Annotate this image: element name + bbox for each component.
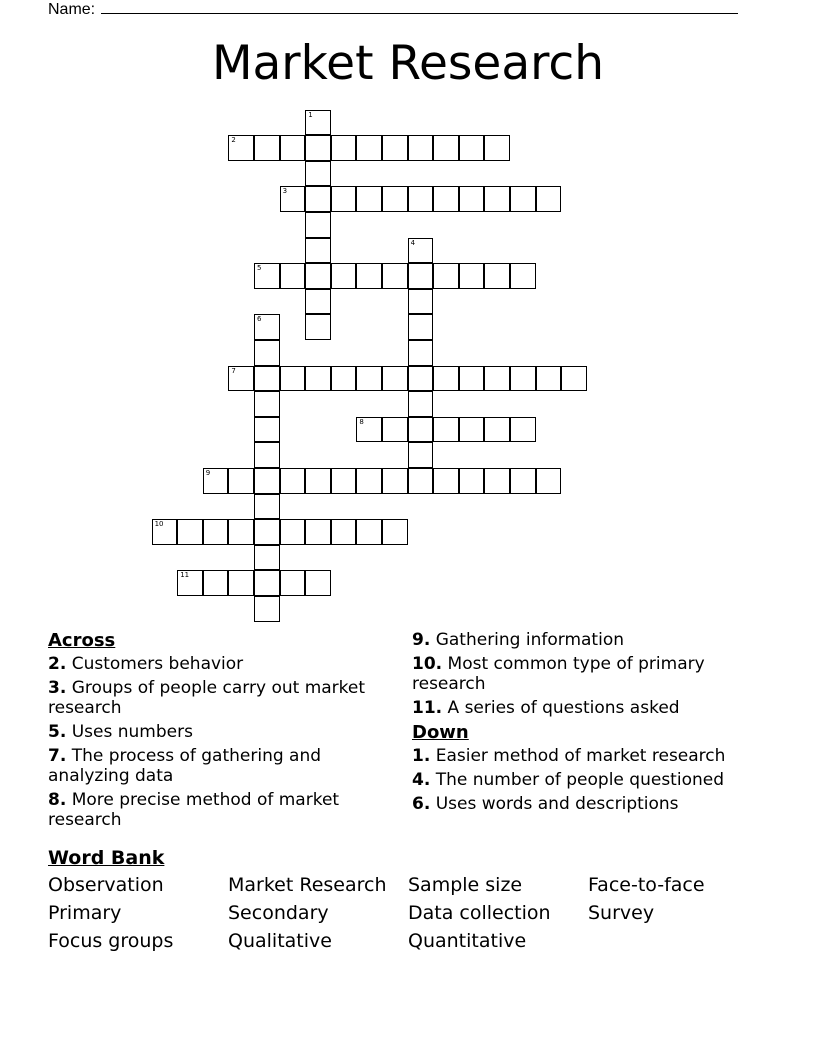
crossword-cell[interactable]: [459, 263, 485, 289]
crossword-cell[interactable]: [305, 135, 331, 161]
crossword-cell[interactable]: [203, 570, 229, 596]
clue-number: 5: [257, 264, 262, 273]
crossword-cell[interactable]: [331, 263, 357, 289]
crossword-cell[interactable]: [305, 263, 331, 289]
crossword-cell[interactable]: [408, 314, 434, 340]
word-bank-title: Word Bank: [48, 847, 165, 869]
crossword-cell[interactable]: [382, 468, 408, 494]
crossword-cell[interactable]: [536, 186, 562, 212]
crossword-cell[interactable]: [510, 417, 536, 443]
crossword-cell[interactable]: [433, 366, 459, 392]
crossword-cell[interactable]: [433, 417, 459, 443]
crossword-cell[interactable]: [484, 135, 510, 161]
crossword-cell[interactable]: [331, 135, 357, 161]
crossword-cell[interactable]: [484, 186, 510, 212]
crossword-cell[interactable]: [254, 545, 280, 571]
word-bank-item: Secondary: [228, 902, 329, 924]
clue-across-2: 2. Customers behavior: [48, 654, 244, 674]
clue-number: 6: [257, 315, 262, 324]
crossword-cell[interactable]: [228, 366, 254, 392]
crossword-cell[interactable]: [459, 186, 485, 212]
crossword-cell[interactable]: [305, 366, 331, 392]
crossword-cell[interactable]: [254, 135, 280, 161]
clue-number: 2: [231, 136, 236, 145]
word-bank-item: Data collection: [408, 902, 551, 924]
crossword-cell[interactable]: [382, 263, 408, 289]
crossword-cell[interactable]: [228, 135, 254, 161]
crossword-cell[interactable]: [305, 212, 331, 238]
clue-across-8: 8. More precise method of market research: [48, 790, 340, 830]
crossword-cell[interactable]: [433, 135, 459, 161]
clue-number: 8: [359, 417, 364, 426]
crossword-cell[interactable]: [203, 519, 229, 545]
clue-across-9: 9. Gathering information: [412, 630, 624, 650]
crossword-cell[interactable]: [152, 519, 178, 545]
crossword-cell[interactable]: [408, 135, 434, 161]
crossword-cell[interactable]: [459, 417, 485, 443]
crossword-cell[interactable]: [510, 468, 536, 494]
crossword-cell[interactable]: [254, 519, 280, 545]
crossword-cell[interactable]: [561, 366, 587, 392]
crossword-cell[interactable]: [305, 468, 331, 494]
crossword-cell[interactable]: [280, 570, 306, 596]
crossword-cell[interactable]: [408, 289, 434, 315]
crossword-cell[interactable]: [536, 468, 562, 494]
crossword-cell[interactable]: [254, 494, 280, 520]
crossword-cell[interactable]: [305, 238, 331, 264]
clue-number: 7: [231, 366, 236, 375]
crossword-cell[interactable]: [356, 186, 382, 212]
crossword-cell[interactable]: [305, 570, 331, 596]
word-bank-item: Market Research: [228, 874, 387, 896]
crossword-cell[interactable]: [331, 366, 357, 392]
clue-across-11: 11. A series of questions asked: [412, 698, 680, 718]
crossword-cell[interactable]: [280, 468, 306, 494]
clue-across-5: 5. Uses numbers: [48, 722, 193, 742]
crossword-cell[interactable]: [331, 519, 357, 545]
crossword-cell[interactable]: [356, 468, 382, 494]
crossword-cell[interactable]: [356, 263, 382, 289]
crossword-cell[interactable]: [305, 186, 331, 212]
clues-right-column: [412, 630, 762, 818]
crossword-cell[interactable]: [305, 314, 331, 340]
crossword-cell[interactable]: [484, 263, 510, 289]
crossword-cell[interactable]: [280, 135, 306, 161]
down-heading: Down: [412, 722, 469, 743]
crossword-cell[interactable]: [280, 263, 306, 289]
crossword-cell[interactable]: [459, 366, 485, 392]
word-bank-item: Quantitative: [408, 930, 527, 952]
crossword-cell[interactable]: [280, 519, 306, 545]
crossword-cell[interactable]: [280, 366, 306, 392]
crossword-cell[interactable]: [305, 289, 331, 315]
clue-across-3: 3. Groups of people carry out market research: [48, 678, 366, 718]
crossword-cell[interactable]: [254, 391, 280, 417]
crossword-cell[interactable]: [382, 135, 408, 161]
crossword-cell[interactable]: [382, 186, 408, 212]
clue-number: 9: [205, 469, 211, 477]
name-label: Name:: [48, 1, 96, 18]
crossword-cell[interactable]: [510, 263, 536, 289]
crossword-cell[interactable]: [228, 519, 254, 545]
word-bank: [48, 874, 778, 952]
word-bank-item: Observation: [48, 874, 164, 896]
crossword-cell[interactable]: [408, 391, 434, 417]
word-bank-item: Primary: [48, 902, 122, 924]
clue-number: 1: [308, 110, 313, 119]
clue-number: 10: [154, 520, 164, 529]
page-title: Market Research: [211, 36, 605, 91]
crossword-cell[interactable]: [408, 186, 434, 212]
crossword-cell[interactable]: [356, 135, 382, 161]
crossword-cell[interactable]: [510, 366, 536, 392]
crossword-cell[interactable]: [254, 468, 280, 494]
clue-down-1: 1. Easier method of market research: [412, 746, 726, 766]
word-bank-item: Sample size: [408, 874, 523, 896]
crossword-cell[interactable]: [356, 519, 382, 545]
crossword-cell[interactable]: [408, 238, 434, 264]
crossword-cell[interactable]: [510, 186, 536, 212]
crossword-cell[interactable]: [484, 468, 510, 494]
crossword-cell[interactable]: [254, 417, 280, 443]
crossword-cell[interactable]: [459, 135, 485, 161]
clue-across-10: 10. Most common type of primary research: [412, 654, 705, 694]
clues-left-column: [48, 630, 373, 834]
crossword-cell[interactable]: [331, 186, 357, 212]
clue-number: 4: [410, 238, 416, 247]
clue-across-7: 7. The process of gathering and analyzing data: [48, 746, 322, 786]
crossword-cell[interactable]: [536, 366, 562, 392]
crossword-cell[interactable]: [356, 417, 382, 443]
crossword-cell[interactable]: [331, 468, 357, 494]
crossword-cell[interactable]: [484, 366, 510, 392]
crossword-cell[interactable]: [305, 519, 331, 545]
crossword-cell[interactable]: [408, 442, 434, 468]
crossword-cell[interactable]: [254, 570, 280, 596]
crossword-cell[interactable]: [177, 519, 203, 545]
word-bank-item: Face-to-face: [588, 874, 705, 896]
clue-number: 11: [180, 571, 190, 580]
crossword-cell[interactable]: [408, 366, 434, 392]
crossword-cell[interactable]: [305, 110, 331, 136]
crossword-cell[interactable]: [254, 366, 280, 392]
crossword-cell[interactable]: [228, 468, 254, 494]
crossword-cell[interactable]: [382, 519, 408, 545]
across-heading: Across: [48, 630, 116, 651]
crossword-cell[interactable]: [459, 468, 485, 494]
crossword-cell[interactable]: [280, 186, 306, 212]
crossword-cell[interactable]: [408, 340, 434, 366]
crossword-cell[interactable]: [203, 468, 229, 494]
crossword-cell[interactable]: [254, 596, 280, 622]
crossword-cell[interactable]: [356, 366, 382, 392]
crossword-cell[interactable]: [408, 417, 434, 443]
crossword-cell[interactable]: [254, 340, 280, 366]
word-bank-item: Qualitative: [228, 930, 332, 952]
clue-number: 3: [282, 187, 288, 196]
clue-down-4: 4. The number of people questioned: [412, 770, 724, 790]
crossword-cell[interactable]: [254, 263, 280, 289]
crossword-cell[interactable]: [484, 417, 510, 443]
crossword-cell[interactable]: [382, 417, 408, 443]
word-bank-item: Survey: [588, 902, 655, 924]
crossword-cell[interactable]: [228, 570, 254, 596]
crossword-cell[interactable]: [408, 263, 434, 289]
crossword-cell[interactable]: [382, 366, 408, 392]
crossword-cell[interactable]: [408, 468, 434, 494]
clue-down-6: 6. Uses words and descriptions: [412, 794, 679, 814]
crossword-cell[interactable]: [305, 161, 331, 187]
crossword-cell[interactable]: [177, 570, 203, 596]
crossword-cell[interactable]: [433, 263, 459, 289]
crossword-cell[interactable]: [254, 314, 280, 340]
word-bank-item: Focus groups: [48, 930, 174, 952]
crossword-cell[interactable]: [433, 468, 459, 494]
crossword-cell[interactable]: [254, 442, 280, 468]
crossword-cell[interactable]: [433, 186, 459, 212]
